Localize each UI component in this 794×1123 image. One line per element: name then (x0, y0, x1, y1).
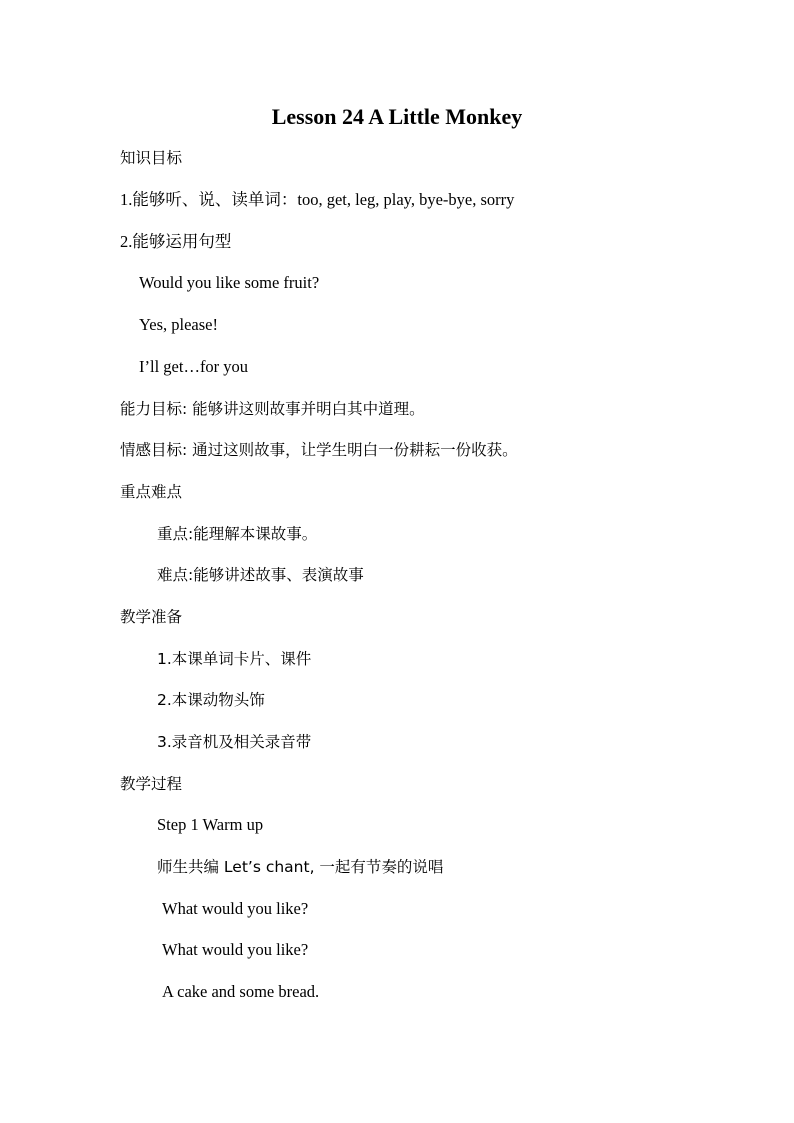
preparation-item-2: 2.本课动物头饰 (157, 691, 265, 709)
key-point: 重点:能理解本课故事。 (157, 525, 318, 543)
section-heading-knowledge-goals: 知识目标 (120, 149, 183, 167)
ability-goal: 能力目标: 能够讲这则故事并明白其中道理。 (120, 400, 425, 418)
emotion-goal: 情感目标: 通过这则故事，让学生明白一份耕耘一份收获。 (120, 441, 518, 459)
goal-item-2: 2.能够运用句型 (120, 232, 232, 251)
section-heading-process: 教学过程 (120, 775, 183, 793)
chant-line-2: What would you like? (162, 940, 309, 959)
difficult-point: 难点:能够讲述故事、表演故事 (157, 566, 364, 584)
sentence-pattern-3: I’ll get…for you (139, 357, 249, 376)
chant-line-3: A cake and some bread. (162, 982, 320, 1001)
preparation-item-3: 3.录音机及相关录音带 (157, 733, 312, 751)
goal-item-1: 1.能够听、说、读单词：too, get, leg, play, bye-bye, sorry (120, 190, 515, 209)
step-1-heading: Step 1 Warm up (157, 815, 264, 834)
section-heading-key-points: 重点难点 (120, 483, 183, 501)
sentence-pattern-1: Would you like some fruit? (139, 273, 320, 292)
page-title: Lesson 24 A Little Monkey (271, 104, 523, 129)
section-heading-preparation: 教学准备 (120, 608, 183, 626)
chant-instruction: 师生共编 Let’s chant, 一起有节奏的说唱 (157, 858, 444, 876)
preparation-item-1: 1.本课单词卡片、课件 (157, 650, 312, 668)
sentence-pattern-2: Yes, please! (139, 315, 218, 334)
chant-line-1: What would you like? (162, 899, 309, 918)
